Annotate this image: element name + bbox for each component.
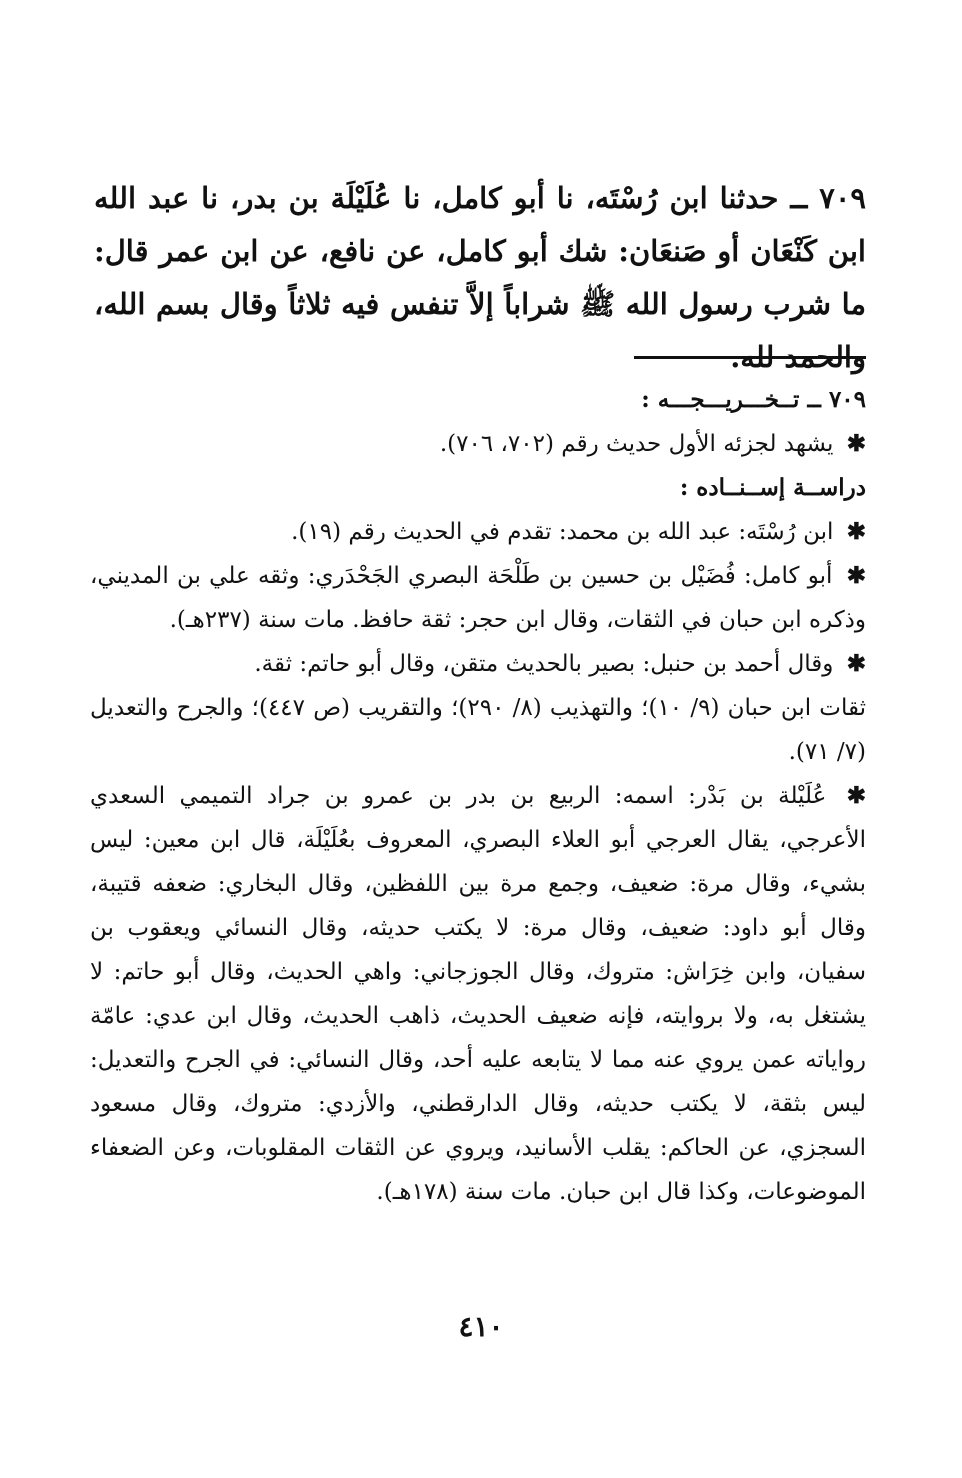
asterisk-icon: ✱	[846, 782, 866, 809]
narrator-ahmad-text: وقال أحمد بن حنبل: بصير بالحديث متقن، وقال أبو حاتم: ثقة.	[254, 651, 834, 677]
sources-line: ثقات ابن حبان (٩/ ١٠)؛ والتهذيب (٨/ ٢٩٠)؛ والتقريب (ص ٤٤٧)؛ والجرح والتعديل (٧/ ٧١).	[90, 695, 866, 765]
narrator-ibn-rusta	[90, 510, 866, 554]
footnotes-block	[90, 378, 866, 1214]
takhrij-text: يشهد لجزئه الأول حديث رقم (٧٠٢، ٧٠٦).	[439, 431, 834, 457]
takhrij-heading: ٧٠٩ ــ تــخـــريـــجـــه :	[641, 386, 866, 413]
hadith-body: حدثنا ابن رُسْتَه، نا أبو كامل، نا عُلَيْلَة بن بدر، نا عبد الله ابن كَنْعَان أو صَنعَان: شك أبو كامل، عن نافع، عن ابن عمر قال: ما شرب رسول الله ﷺ شراباً إلاَّ تنفس فيه ثلاثاً وقال بسم الله، والحمد لله.	[94, 181, 866, 374]
narrator-ulaila	[90, 774, 866, 1214]
takhrij-line	[90, 422, 866, 466]
narrator-abu-kamil-text: أبو كامل: فُضَيْل بن حسين بن طَلْحَة البصري الجَحْدَري: وثقه علي بن المديني، وذكره ابن حبان في الثقات، وقال ابن حجر: ثقة حافظ. مات سنة (٢٣٧هـ).	[90, 563, 866, 633]
hadith-number: ٧٠٩ ــ	[790, 181, 866, 215]
narrator-ulaila-text: عُلَيْلة بن بَدْر: اسمه: الربيع بن بدر بن عمرو بن جراد التميمي السعدي الأعرجي، يقال العرجي أبو العلاء البصري، المعروف بعُلَيْلَة، قال ابن معين: ليس بشيء، وقال مرة: ضعيف، وجمع مرة بين اللفظين، وقال البخاري: ضعفه قتيبة، وقال أبو داود: ضعيف، وقال مرة: لا يكتب حديثه، وقال النسائي ويعقوب بن سفيان، وابن خِرَاش: متروك، وقال الجوزجاني: واهي الحديث، وقال أبو حاتم: لا يشتغل به، ولا بروايته، فإنه ضعيف الحديث، ذاهب الحديث، وقال ابن عدي: عامّة رواياته عمن يروي عنه مما لا يتابعه عليه أحد، وقال النسائي: في الجرح والتعديل: ليس بثقة، لا يكتب حديثه، وقال الدارقطني، والأزدي: متروك، وقال مسعود السجزي، عن الحاكم: يقلب الأسانيد، ويروي عن الثقات المقلوبات، وعن الضعفاء الموضوعات، وكذا قال ابن حبان. مات سنة (١٧٨هـ).	[90, 783, 866, 1205]
narrator-ahmad-note	[90, 642, 866, 686]
asterisk-icon: ✱	[846, 430, 866, 457]
asterisk-icon: ✱	[846, 650, 866, 677]
asterisk-icon: ✱	[846, 562, 866, 589]
asterisk-icon: ✱	[846, 518, 866, 545]
hadith-text-block	[94, 172, 866, 384]
narrator-abu-kamil	[90, 554, 866, 642]
footnote-separator	[634, 356, 866, 359]
narrator-ibn-rusta-text: ابن رُسْتَه: عبد الله بن محمد: تقدم في الحديث رقم (١٩).	[291, 519, 834, 545]
dirasa-heading: دراســة إســنــاده :	[679, 474, 866, 501]
page-number: ٤١٠	[458, 1310, 504, 1343]
